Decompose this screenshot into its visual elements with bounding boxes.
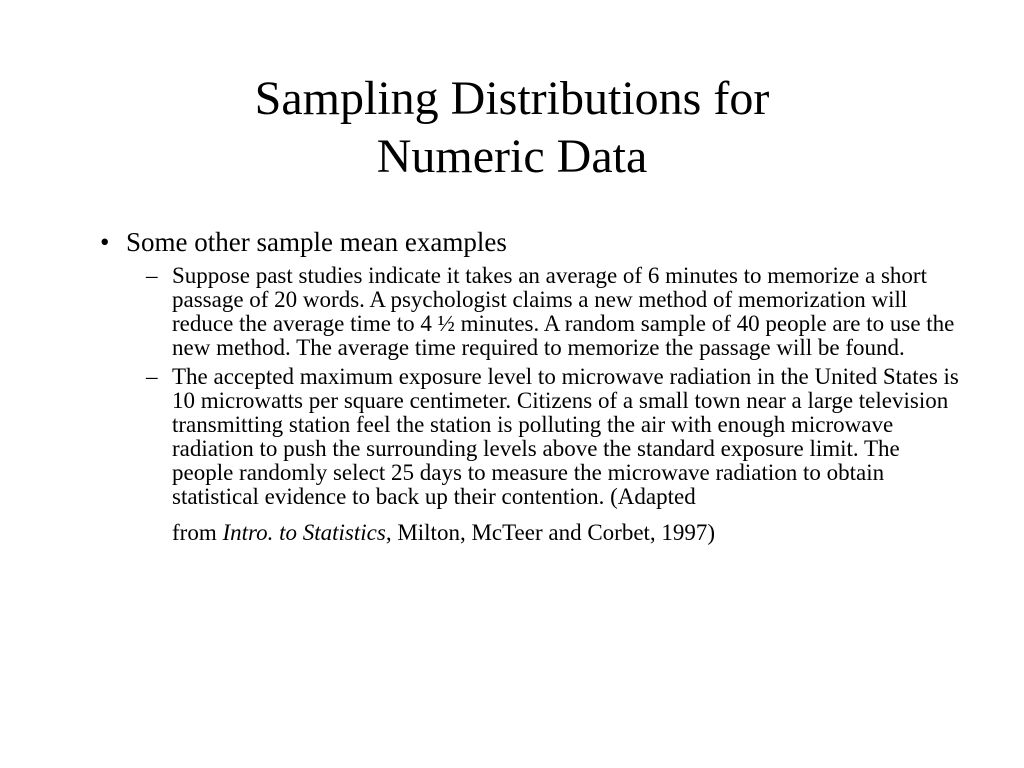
bullet-text: Some other sample mean examples — [126, 227, 507, 257]
sub-bullet-list — [100, 264, 960, 545]
sub-bullet-text: The accepted maximum exposure level to microwave radiation in the United States is 10 microwatts per square centimeter. Citizens of a small town near a large television transmitting station feel the station is polluting the air with enough microwave radiation to push the surrounding levels above the standard exposure limit. The people randomly select 25 days to measure the microwave radiation to obtain statistical evidence to back up their contention. (Adapted — [172, 364, 959, 509]
citation-title: Intro. to Statistics — [222, 520, 386, 545]
slide-title — [0, 70, 1024, 186]
sub-bullet-item-memorization — [146, 264, 960, 360]
citation-line — [172, 521, 960, 545]
citation-prefix: from — [172, 520, 223, 545]
sub-bullet-item-microwave — [146, 365, 960, 545]
bullet-item — [100, 226, 960, 258]
bullet-marker: • — [100, 227, 110, 257]
slide-title-line-2: Numeric Data — [376, 130, 648, 183]
slide-title-line-1: Sampling Distributions for — [254, 72, 770, 125]
citation-suffix: , Milton, McTeer and Corbet, 1997) — [385, 520, 716, 545]
sub-bullet-marker: – — [146, 364, 158, 389]
sub-bullet-marker: – — [146, 263, 158, 288]
slide-content — [100, 226, 960, 550]
sub-bullet-text: Suppose past studies indicate it takes an average of 6 minutes to memorize a short passage of 20 words. A psychologist claims a new method of memorization will reduce the average time to 4 ½ minutes. A random sample of 40 people are to use the new method. The average time required to memorize the passage will be found. — [172, 263, 955, 360]
